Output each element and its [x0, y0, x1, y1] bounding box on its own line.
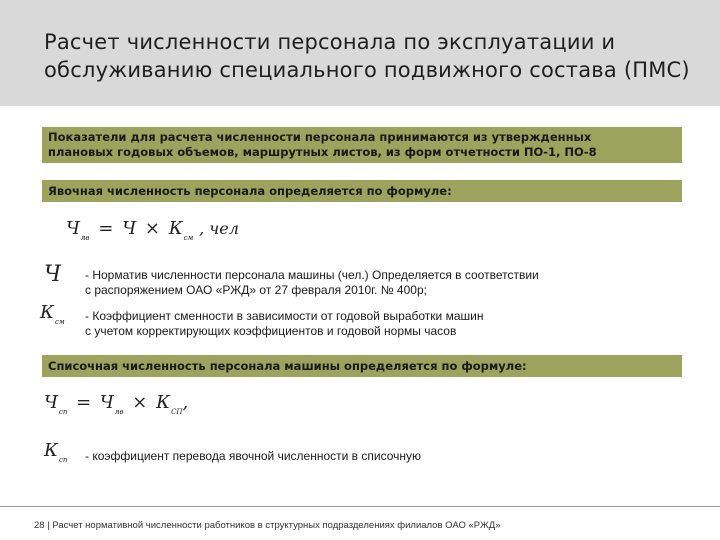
payroll-lhs-sub: сп — [58, 408, 68, 416]
footer-separator: | — [47, 520, 50, 531]
norm-definition-line-1: - Норматив численности персонала машины (чел.) Определяется в соответствии — [85, 268, 539, 282]
footer — [34, 520, 704, 532]
formula-unit: , чел — [199, 219, 239, 238]
norm-definition-line-2: с распоряжением ОАО «РЖД» от 27 февраля 2010г. № 400р; — [85, 283, 427, 297]
norm-symbol: Ч — [44, 262, 62, 287]
indicators-line-1: Показатели для расчета численности персонала принимаются из утвержденных — [48, 130, 592, 144]
formula-term-2: К — [168, 218, 183, 239]
formula-eq: = — [98, 218, 114, 239]
payroll-term-2: К — [156, 392, 171, 413]
formula-lhs: Ч — [66, 218, 80, 239]
payroll-band: Списочная численность персонала машины определяется по формуле: — [42, 355, 682, 377]
indicators-line-2: плановых годовых объемов, маршрутных листов, из форм отчетности ПО-1, ПО-8 — [48, 145, 597, 159]
shift-symbol — [40, 302, 65, 326]
payroll-times: × — [132, 392, 148, 413]
conversion-symbol — [44, 440, 67, 464]
slide-title-line-1: Расчет численности персонала по эксплуатации и — [44, 30, 616, 54]
payroll-tail: , — [182, 392, 189, 413]
payroll-eq: = — [76, 392, 92, 413]
payroll-formula — [44, 392, 188, 416]
conversion-symbol-sub: сп — [58, 456, 68, 464]
formula-term-2-sub: см — [183, 234, 194, 242]
formula-lhs-sub: яв — [80, 234, 90, 242]
shift-symbol-letter: К — [40, 302, 54, 323]
shift-definition — [85, 309, 685, 339]
page-number: 28 — [34, 520, 45, 531]
payroll-term-2-sub: СП — [171, 408, 183, 416]
slide-title-line-2: обслуживанию специального подвижного состава (ПМС) — [44, 58, 690, 82]
conversion-symbol-letter: К — [44, 440, 58, 461]
payroll-term-1: Ч — [99, 392, 114, 413]
shift-definition-line-1: - Коэффициент сменности в зависимости от годовой выработки машин — [85, 309, 484, 323]
payroll-term-1-sub: яв — [114, 408, 124, 416]
footer-text: Расчет нормативной численности работников в структурных подразделениях филиалов ОАО «РЖД» — [52, 520, 501, 531]
footer-divider — [0, 506, 720, 507]
indicators-band — [42, 127, 682, 163]
payroll-lhs: Ч — [44, 392, 58, 413]
attendance-band: Явочная численность персонала определяется по формуле: — [42, 180, 682, 202]
slide-title — [44, 28, 704, 84]
norm-definition — [85, 268, 685, 298]
formula-times: × — [144, 218, 160, 239]
attendance-formula — [66, 218, 239, 242]
conversion-definition: - коэффициент перевода явочной численности в списочную — [85, 449, 422, 463]
formula-term-1: Ч — [122, 218, 137, 239]
shift-symbol-sub: см — [54, 318, 65, 326]
shift-definition-line-2: с учетом корректирующих коэффициентов и годовой нормы часов — [85, 324, 457, 338]
